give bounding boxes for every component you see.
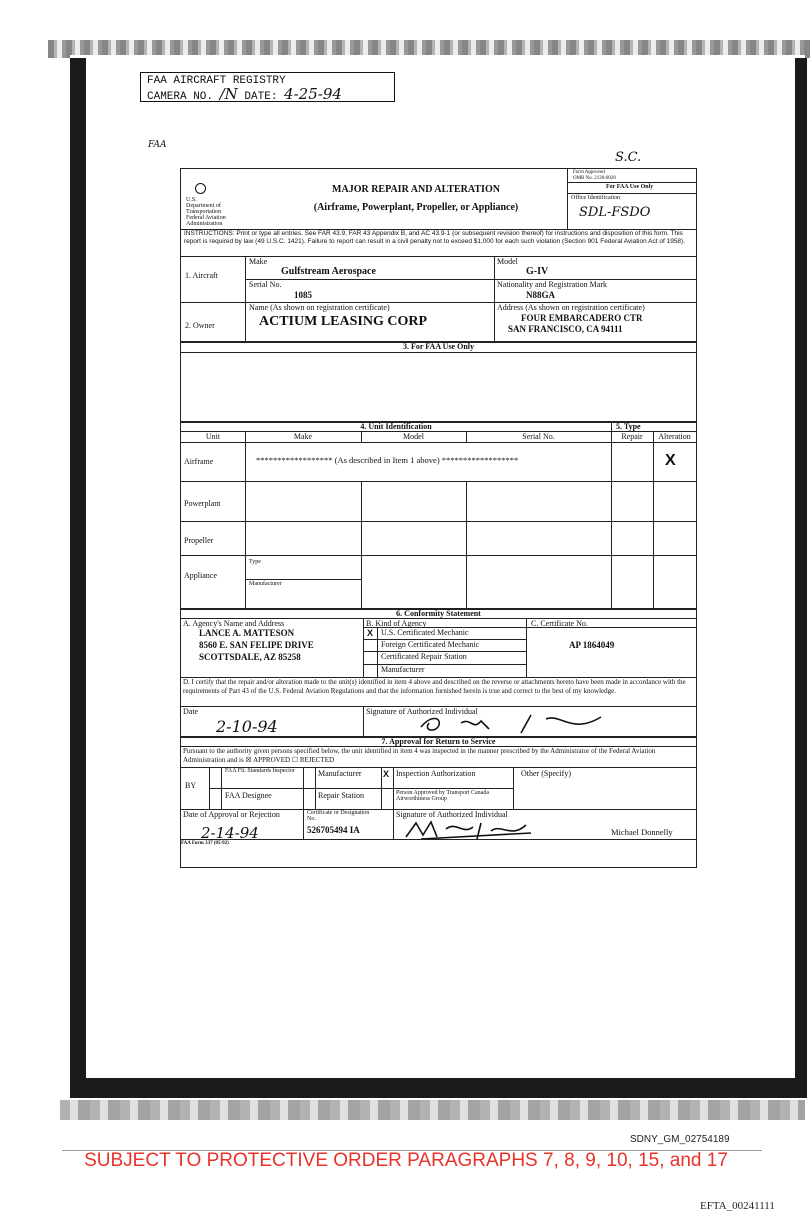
header-alteration: Alteration <box>658 432 691 441</box>
certificate-no-label: C. Certificate No. <box>531 619 588 628</box>
bates-number: SDNY_GM_02754189 <box>630 1134 730 1145</box>
agency-name: U.S. Department of Transportation Federal Aviation Administration <box>186 197 226 227</box>
unit-identification-title: 4. Unit Identification <box>360 422 432 431</box>
scan-edge-left <box>70 58 86 1088</box>
form-subtitle: (Airframe, Powerplant, Propeller, or Appliance) <box>313 202 519 213</box>
kind-of-agency-label: B. Kind of Agency <box>366 619 427 628</box>
appliance-manufacturer-label: Manufacturer <box>249 581 282 587</box>
airframe-label: Airframe <box>184 457 214 466</box>
kind-repair-station: Certificated Repair Station <box>381 652 467 661</box>
header-serial: Serial No. <box>522 432 555 441</box>
aircraft-make: Gulfstream Aerospace <box>281 266 376 277</box>
instructions: INSTRUCTIONS: Print or type all entries. See FAR 43.9, FAR 43 Appendix B, and AC 43.9-1 (or subsequent revision thereof) for instructions and disposition of this form. This report is required by law (49 U.S.C. 1421). Failure to report can result in a civil penalty not to exceed $1,000 for each such violation (Section 901 Federal Aviation Act of 1958). <box>184 230 686 245</box>
owner-address-line1: FOUR EMBARCADERO CTR <box>521 313 643 323</box>
header-make: Make <box>293 432 313 441</box>
protective-order-notice: SUBJECT TO PROTECTIVE ORDER PARAGRAPHS 7, 8, 9, 10, 15, and 17 <box>84 1150 728 1171</box>
conformity-title: 6. Conformity Statement <box>396 609 481 618</box>
flight-standards-inspector: FAA Flt. Standards Inspector <box>225 768 295 774</box>
designation-no-label: Certificate or Designation No. <box>307 810 370 822</box>
aircraft-label: 1. Aircraft <box>185 271 218 280</box>
inspection-authorization-option: Inspection Authorization <box>396 769 476 778</box>
faa-use-section-title: 3. For FAA Use Only <box>402 342 475 351</box>
faa-designee-option: FAA Designee <box>225 791 272 800</box>
airframe-description: ****************** (As described in Item 1 above) ****************** <box>256 455 519 465</box>
kind-mark: X <box>367 628 374 638</box>
approval-title: 7. Approval for Return to Service <box>381 737 496 746</box>
conformity-date-label: Date <box>183 707 199 716</box>
camera-stamp-line2 <box>147 85 388 104</box>
header-unit: Unit <box>205 432 221 441</box>
scan-edge-bottom <box>70 1078 807 1098</box>
serial-label: Serial No. <box>249 280 282 289</box>
scan-edge-bottom-noise <box>60 1100 805 1120</box>
by-label: BY <box>185 781 197 790</box>
camera-number: /N <box>219 85 238 103</box>
office-id-label: Office Identification <box>571 195 621 201</box>
repair-station-option: Repair Station <box>318 791 364 800</box>
sc-annotation: S.C. <box>615 150 642 165</box>
make-label: Make <box>249 257 268 266</box>
efta-number: EFTA_00241111 <box>700 1200 775 1212</box>
propeller-label: Propeller <box>184 536 214 545</box>
owner-address-label: Address (As shown on registration certificate) <box>497 303 645 312</box>
owner-name-label: Name (As shown on registration certificate) <box>249 303 390 312</box>
registration-mark: N88GA <box>526 290 555 300</box>
approved-option: APPROVED <box>253 756 291 764</box>
manufacturer-option: Manufacturer <box>318 769 362 778</box>
owner-name: ACTIUM LEASING CORP <box>259 314 428 329</box>
airframe-alteration-mark: X <box>665 452 676 469</box>
camera-date: 4-25-94 <box>284 85 342 103</box>
transport-canada-option: Person Approved by Transport Canada Airworthiness Group <box>396 790 489 802</box>
owner-address-line2: SAN FRANCISCO, CA 94111 <box>508 324 623 334</box>
rejected-option: REJECTED <box>299 756 335 764</box>
dot-logo <box>186 183 226 227</box>
camera-label: CAMERA NO. <box>147 91 214 103</box>
form-title: MAJOR REPAIR AND ALTERATION <box>332 184 500 195</box>
agency-name: LANCE A. MATTESON <box>199 628 295 638</box>
agency-name-label: A. Agency's Name and Address <box>183 619 285 628</box>
approval-date-label: Date of Approval or Rejection <box>183 810 280 819</box>
appliance-label: Appliance <box>184 571 217 580</box>
form-approved: Form Approved OMB No. 2120-0020 <box>573 170 616 181</box>
type-title: 5. Type <box>616 422 641 431</box>
faa-form-337 <box>180 168 697 868</box>
office-id-value: SDL-FSDO <box>579 205 651 220</box>
camera-stamp <box>140 72 395 102</box>
conformity-signature-label: Signature of Authorized Individual <box>366 707 478 716</box>
header-model: Model <box>403 432 424 441</box>
faa-annotation: FAA <box>148 140 167 150</box>
aircraft-serial: 1085 <box>294 290 312 300</box>
ia-mark: X <box>383 769 390 779</box>
designation-number: 526705494 IA <box>307 825 360 835</box>
camera-date-label: DATE: <box>244 91 278 103</box>
faa-use-only: For FAA Use Only <box>606 184 654 190</box>
approval-signature-label: Signature of Authorized Individual <box>396 810 508 819</box>
appliance-type-label: Type <box>249 559 261 565</box>
scan-edge-right <box>795 58 807 1088</box>
certification-statement: D. I certify that the repair and/or alteration made to the unit(s) identified in item 4 above and described on the reverse or attachments hereto have been made in accordance with the requirements of Part 43 of the U.S. Federal Aviation Regulations and that the information furnished herein is true and correct to the best of my knowledge. <box>183 678 686 695</box>
aircraft-model: G-IV <box>526 266 549 277</box>
nationality-label: Nationality and Registration Mark <box>497 280 607 289</box>
powerplant-label: Powerplant <box>184 499 221 508</box>
certificate-number: AP 1864049 <box>569 640 615 650</box>
kind-foreign-mechanic: Foreign Certificated Mechanic <box>381 640 480 649</box>
camera-stamp-line1: FAA AIRCRAFT REGISTRY <box>147 75 286 87</box>
header-repair: Repair <box>621 432 643 441</box>
other-specify-option: Other (Specify) <box>521 769 571 778</box>
agency-address-line2: SCOTTSDALE, AZ 85258 <box>199 652 301 662</box>
approval-date: 2-14-94 <box>201 824 259 842</box>
agency-address-line1: 8560 E. SAN FELIPE DRIVE <box>199 640 314 650</box>
conformity-signature-icon <box>411 709 611 737</box>
approver-name: Michael Donnelly <box>611 827 673 837</box>
model-label: Model <box>497 257 518 266</box>
form-number: FAA Form 337 (05-92) <box>181 841 229 846</box>
owner-label: 2. Owner <box>185 321 215 330</box>
kind-manufacturer: Manufacturer <box>381 665 425 674</box>
conformity-date: 2-10-94 <box>216 717 278 736</box>
kind-us-mechanic: U.S. Certificated Mechanic <box>381 628 469 637</box>
approval-text: Pursuant to the authority given persons specified below, the unit identified in item 4 was inspected in the manner prescribed by the Administrator of the Federal Aviation Administration and is ☒ APPROVED ☐ REJECTED <box>183 747 656 764</box>
